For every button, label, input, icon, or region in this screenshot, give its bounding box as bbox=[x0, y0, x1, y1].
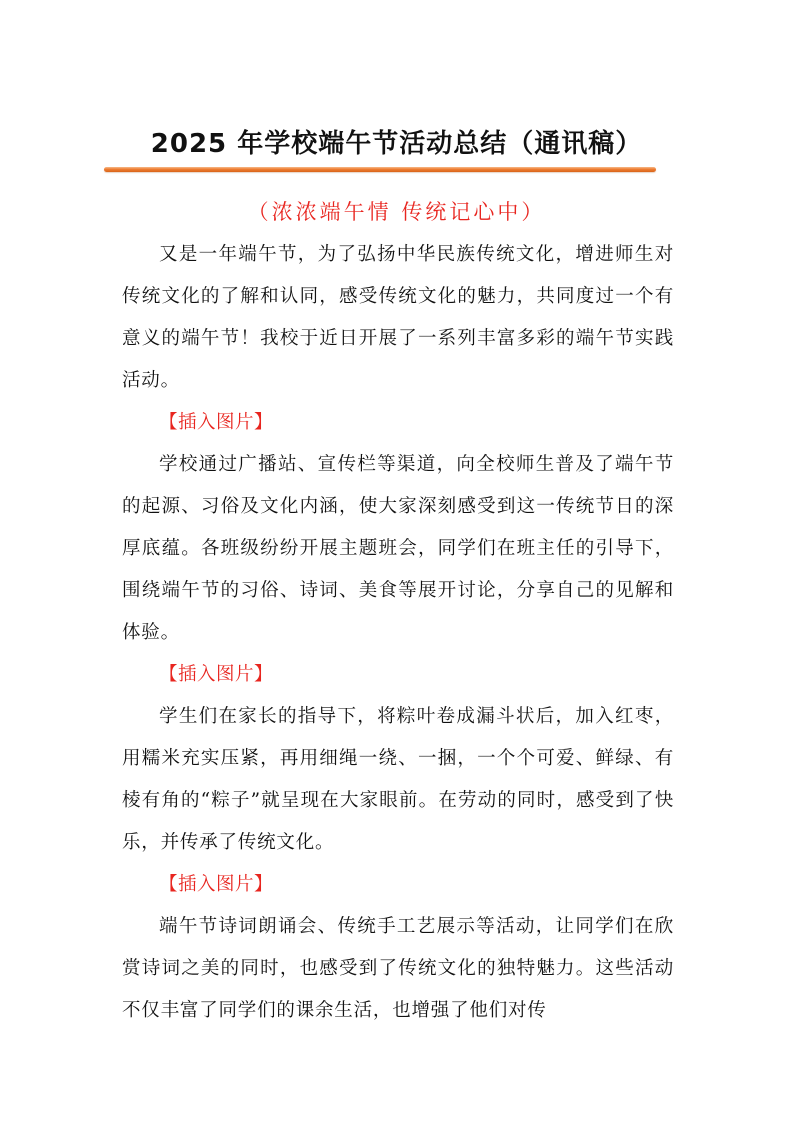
document-body bbox=[122, 234, 674, 1032]
document-title: 2025 年学校端午节活动总结（通讯稿） bbox=[150, 129, 643, 159]
image-placeholder: 【插入图片】 bbox=[159, 412, 274, 433]
paragraph-publicity: 学校通过广播站、宣传栏等渠道，向全校师生普及了端午节的起源、习俗及文化内涵，使大家深刻感受到这一传统节日的深厚底蕴。各班级纷纷开展主题班会，同学们在班主任的引导下，围绕端午节的习俗、诗词、美食等展开讨论，分享自己的见解和体验。 bbox=[122, 454, 674, 643]
document-subtitle: （浓浓端午情 传统记心中） bbox=[247, 200, 546, 224]
paragraph-poetry: 端午节诗词朗诵会、传统手工艺展示等活动，让同学们在欣赏诗词之美的同时，也感受到了传统文化的独特魅力。这些活动不仅丰富了同学们的课余生活，也增强了他们对传 bbox=[122, 916, 674, 1021]
title-underline bbox=[104, 167, 656, 172]
paragraph-zongzi: 学生们在家长的指导下，将粽叶卷成漏斗状后，加入红枣，用糯米充实压紧，再用细绳一绕、一捆，一个个可爱、鲜绿、有棱有角的“粽子”就呈现在大家眼前。在劳动的同时，感受到了快乐，并传承了传统文化。 bbox=[122, 706, 674, 853]
image-placeholder: 【插入图片】 bbox=[159, 664, 274, 685]
paragraph-intro: 又是一年端午节，为了弘扬中华民族传统文化，增进师生对传统文化的了解和认同，感受传统文化的魅力，共同度过一个有意义的端午节！我校于近日开展了一系列丰富多彩的端午节实践活动。 bbox=[122, 244, 674, 391]
image-placeholder: 【插入图片】 bbox=[159, 874, 274, 895]
